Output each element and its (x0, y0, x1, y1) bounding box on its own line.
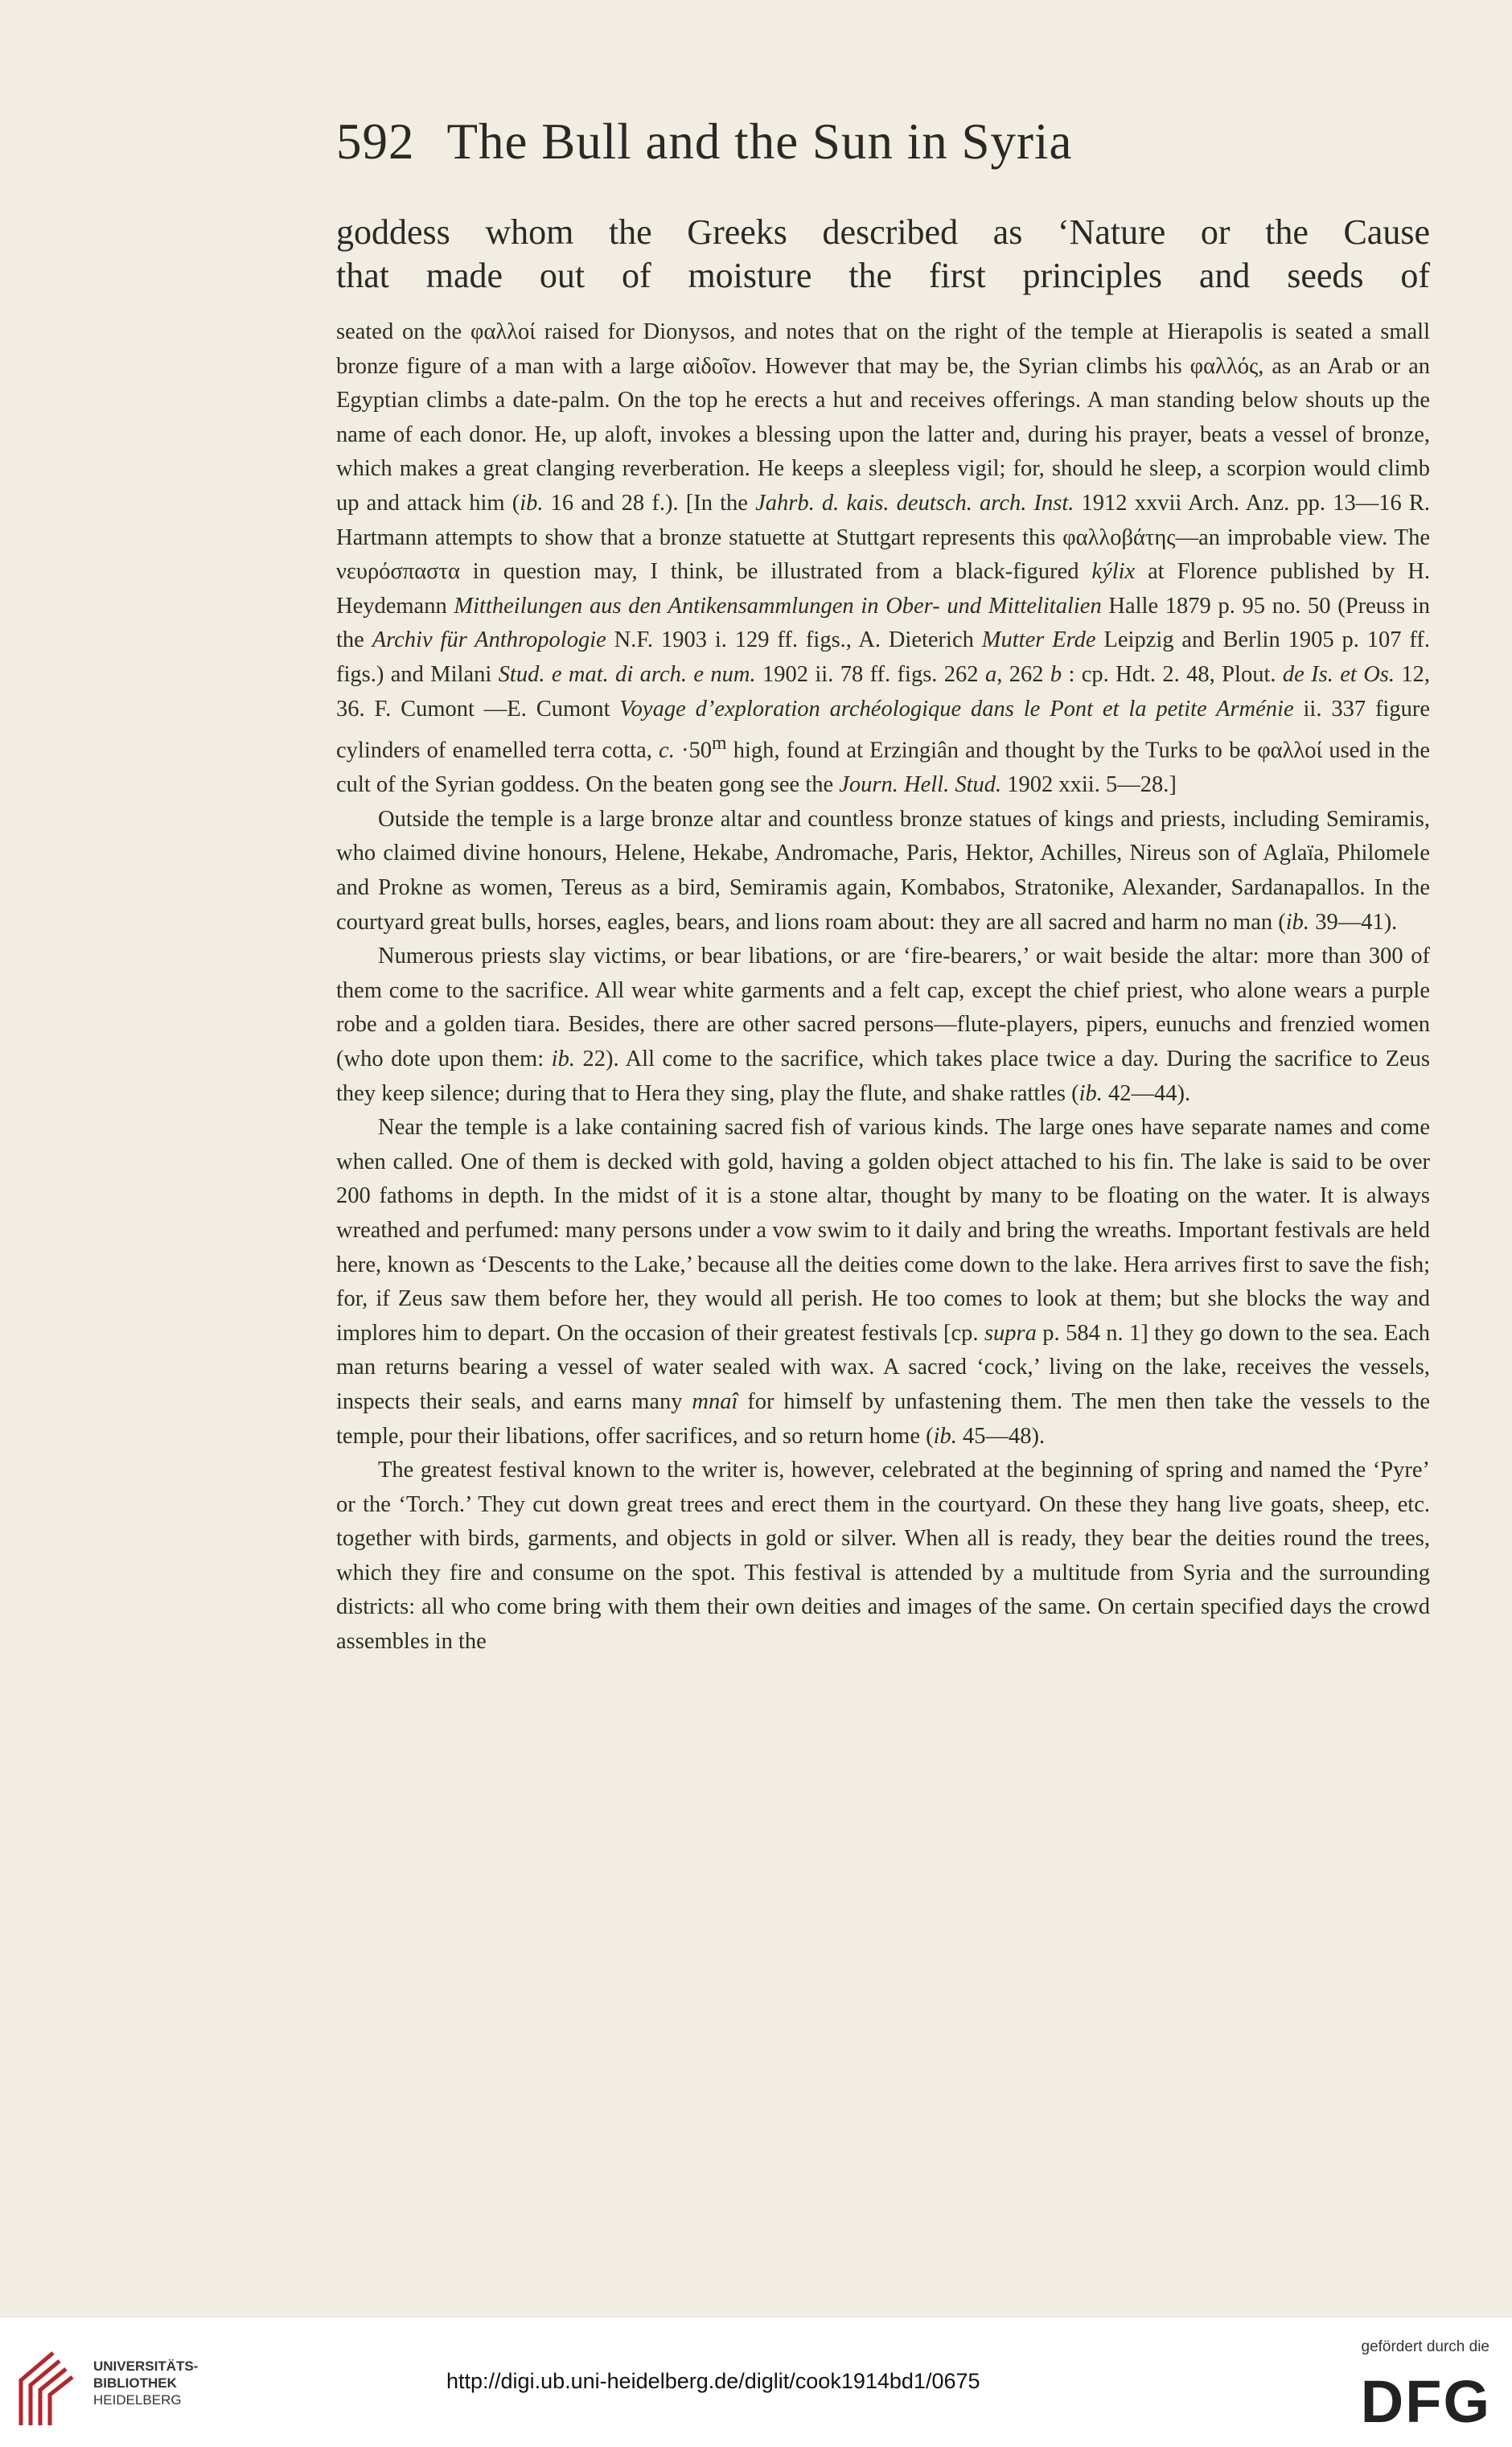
running-title: The Bull and the Sun in Syria (446, 113, 1073, 170)
library-name-line: UNIVERSITÄTS- (93, 2359, 199, 2374)
footer-bar (0, 2317, 1512, 2447)
lead-text (336, 211, 1430, 298)
lead-line: that made out of moisture the first principles and seeds of (336, 256, 1430, 295)
running-header (336, 113, 1430, 171)
lead-line: goddess whom the Greeks described as ‘Nature or the Cause (336, 212, 1430, 252)
body-paragraph: seated on the φαλλοί raised for Dionysos, and notes that on the right of the temple at Hierapolis is seated a small bronze figure of a man with a large αἰδοῖον. However that may be, the Syrian climbs his φαλλός, as an Arab or an Egyptian climbs a date-palm. On the top he erects a hut and receives offerings. A man standing below shouts up the name of each donor. He, up aloft, invokes a blessing upon the latter and, during his prayer, beats a vessel of bronze, which makes a great clanging reverberation. He keeps a sleepless vigil; for, should he sleep, a scorpion would climb up and attack him (ib. 16 and 28 f.). [In the Jahrb. d. kais. deutsch. arch. Inst. 1912 xxvii Arch. Anz. pp. 13—16 R. Hartmann attempts to show that a bronze statuette at Stuttgart represents this φαλλοβάτης—an improbable view. The νευρόσπαστα in question may, I think, be illustrated from a black-figured kýlix at Florence published by H. Heydemann Mittheilungen aus den Antikensammlungen in Ober- und Mittelitalien Halle 1879 p. 95 no. 50 (Preuss in the Archiv für Anthropologie N.F. 1903 i. 129 ff. figs., A. Dieterich Mutter Erde Leipzig and Berlin 1905 p. 107 ff. figs.) and Milani Stud. e mat. di arch. e num. 1902 ii. 78 ff. figs. 262 a, 262 b : cp. Hdt. 2. 48, Plout. de Is. et Os. 12, 36. F. Cumont —E. Cumont Voyage d’exploration archéologique dans le Pont et la petite Arménie ii. 337 figure cylinders of enamelled terra cotta, c. $\cdot 50^m$ high, found at Erzingiân and thought by the Turks to be φαλλοί used in the cult of the Syrian goddess. On the beaten gong see the Journ. Hell. Stud. 1902 xxii. 5—28.] (336, 319, 1431, 798)
body-paragraph: The greatest festival known to the writer is, however, celebrated at the beginning of spring and named the ‘Pyre’ or the ‘Torch.’ They cut down great trees and erect them in the courtyard. On these they hang live goats, sheep, etc. together with birds, garments, and objects in gold or silver. When all is ready, they bear the deities round the trees, which they fire and consume on the spot. This festival is attended by a multitude from Syria and the surrounding districts: all who come bring with them their own deities and images of the same. On certain specified days the crowd assembles in the (336, 1458, 1430, 1655)
library-name (93, 2358, 270, 2408)
body-paragraph: Near the temple is a lake containing sacred fish of various kinds. The large ones have separate names and come when called. One of them is decked with gold, having a golden object attached to his fin. The lake is said to be over 200 fathoms in depth. In the midst of it is a stone altar, thought by many to be floating on the water. It is always wreathed and perfumed: many persons under a vow swim to it daily and bring the wreaths. Important festivals are held here, known as ‘Descents to the Lake,’ because all the deities come down to the lake. Hera arrives first to save the fish; for, if Zeus saw them before her, they would all perish. He too comes to look at them; but she blocks the way and implores him to depart. On the occasion of their greatest festivals [cp. supra p. 584 n. 1] they go down to the sea. Each man returns bearing a vessel of water sealed with wax. A sacred ‘cock,’ living on the lake, receives the vessels, inspects their seals, and earns many mnaî for himself by unfastening them. The men then take the vessels to the temple, pour their libations, offer sacrifices, and so return home (ib. 45—48). (336, 1115, 1430, 1449)
funded-by-label: gefördert durch die (1361, 2338, 1489, 2355)
page-number: 592 (336, 113, 415, 170)
body-paragraph: Outside the temple is a large bronze altar and countless bronze statues of kings and priests, including Semiramis, who claimed divine honours, Helene, Hekabe, Andromache, Paris, Hektor, Achilles, Nireus son of Aglaïa, Philomele and Prokne as women, Tereus as a bird, Semiramis again, Kombabos, Stratonike, Alexander, Sardanapallos. In the courtyard great bulls, horses, eagles, bears, and lions roam about: they are all sacred and harm no man (ib. 39—41). (336, 806, 1430, 935)
library-emblem-icon (14, 2348, 79, 2428)
library-name-line: HEIDELBERG (93, 2392, 182, 2408)
funder-logo[interactable] (1335, 2334, 1496, 2438)
body-paragraph: Numerous priests slay victims, or bear libations, or are ‘fire-bearers,’ or wait beside the altar: more than 300 of them come to the sacrifice. All wear white garments and a felt cap, except the chief priest, who alone wears a purple robe and a golden tiara. Besides, there are other sacred persons—flute-players, pipers, eunuchs and frenzied women (who dote upon them: ib. 22). All come to the sacrifice, which takes place twice a day. During the sacrifice to Zeus they keep silence; during that to Hera they sing, play the flute, and shake rattles (ib. 42—44). (336, 944, 1430, 1106)
dfg-logo: DFG (1360, 2368, 1491, 2435)
library-name-line: BIBLIOTHEK (93, 2375, 177, 2391)
permalink-url[interactable]: http://digi.ub.uni-heidelberg.de/diglit/cook1914bd1/0675 (446, 2369, 980, 2393)
footnote-text (336, 315, 1430, 1659)
